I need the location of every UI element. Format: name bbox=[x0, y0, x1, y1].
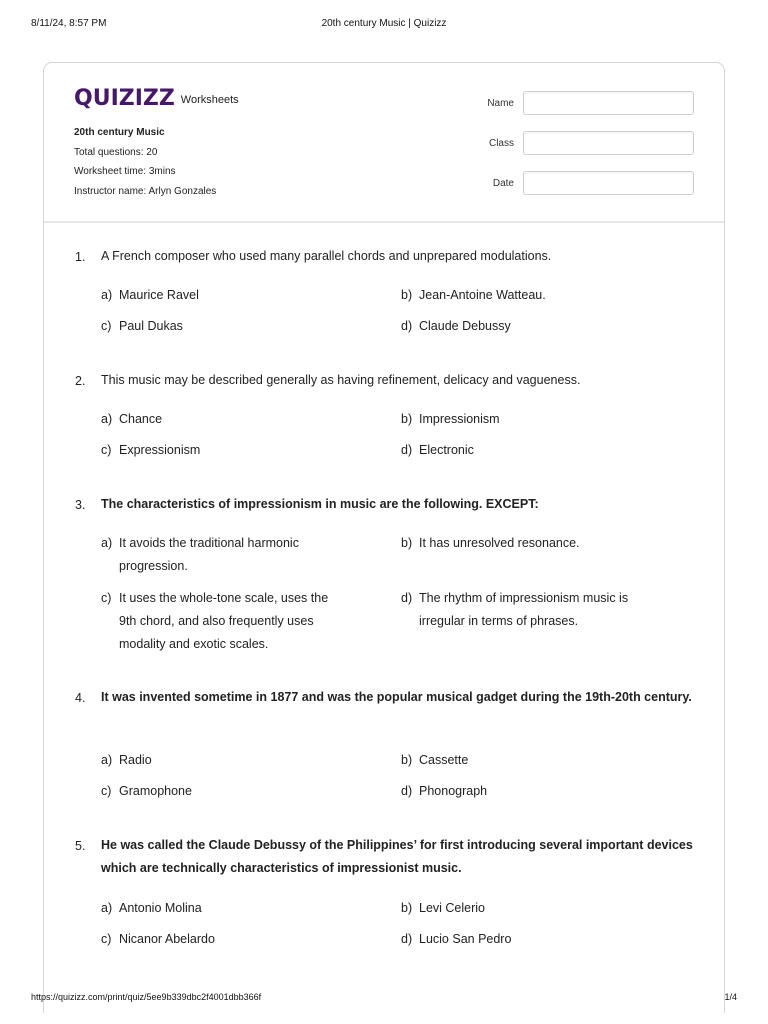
option-3d bbox=[401, 587, 666, 633]
option-letter: c) bbox=[101, 932, 112, 946]
option-text: Lucio San Pedro bbox=[419, 932, 512, 946]
option-1c bbox=[101, 315, 331, 338]
question-number: 1. bbox=[75, 250, 86, 264]
class-field-row bbox=[484, 131, 694, 171]
option-1a bbox=[101, 284, 331, 307]
date-label: Date bbox=[492, 178, 514, 189]
option-text: Cassette bbox=[419, 753, 469, 767]
option-2b bbox=[401, 408, 666, 431]
class-label: Class bbox=[488, 138, 514, 149]
option-text: Nicanor Abelardo bbox=[119, 932, 215, 946]
worksheet-time: Worksheet time: 3mins bbox=[74, 166, 176, 177]
option-text: It avoids the traditional harmonic progression. bbox=[119, 536, 299, 573]
name-field-row bbox=[484, 91, 694, 131]
question-number: 3. bbox=[75, 498, 86, 512]
option-5b bbox=[401, 897, 666, 920]
option-text: The rhythm of impressionism music is irregular in terms of phrases. bbox=[419, 591, 629, 628]
quizizz-logo bbox=[74, 88, 175, 110]
question-text: This music may be described generally as having refinement, delicacy and vagueness. bbox=[101, 373, 581, 387]
brand bbox=[74, 85, 239, 113]
option-text: Paul Dukas bbox=[119, 319, 183, 333]
name-field[interactable] bbox=[523, 91, 694, 115]
option-text: It has unresolved resonance. bbox=[419, 536, 580, 550]
option-text: Chance bbox=[119, 412, 163, 426]
date-field-row bbox=[484, 171, 694, 211]
option-text: Radio bbox=[119, 753, 152, 767]
option-letter: a) bbox=[101, 536, 113, 550]
instructor-name: Instructor name: Arlyn Gonzales bbox=[74, 185, 217, 197]
option-text: Maurice Ravel bbox=[119, 288, 199, 302]
logo-text: QUIZIZZ bbox=[74, 86, 175, 111]
option-2a bbox=[101, 408, 331, 431]
class-field[interactable] bbox=[523, 131, 694, 155]
print-footer bbox=[31, 992, 737, 1008]
option-3b bbox=[401, 532, 666, 555]
question-text: The characteristics of impressionism in music are the following. EXCEPT: bbox=[101, 497, 539, 511]
option-3a bbox=[101, 532, 331, 578]
option-5c bbox=[101, 928, 331, 951]
worksheet-title: 20th century Music bbox=[74, 127, 165, 138]
option-letter: d) bbox=[401, 784, 413, 798]
option-letter: d) bbox=[401, 443, 413, 457]
worksheet-header bbox=[44, 63, 724, 223]
option-1b bbox=[401, 284, 666, 307]
option-3c bbox=[101, 587, 331, 656]
option-letter: a) bbox=[101, 901, 113, 915]
name-label: Name bbox=[487, 98, 514, 109]
print-title: 20th century Music | Quizizz bbox=[321, 18, 447, 29]
option-letter: d) bbox=[401, 319, 413, 333]
print-header bbox=[31, 18, 737, 34]
question-number: 5. bbox=[75, 839, 86, 853]
option-letter: b) bbox=[401, 288, 413, 302]
option-letter: b) bbox=[401, 753, 413, 767]
total-questions: Total questions: 20 bbox=[74, 146, 158, 158]
option-2c bbox=[101, 439, 331, 462]
question-text: It was invented sometime in 1877 and was the popular musical gadget during the 19th-20th century. bbox=[101, 690, 692, 704]
option-5d bbox=[401, 928, 666, 951]
question-text: He was called the Claude Debussy of the Philippines’ for first introducing several important devices which are technically characteristics of impressionist music. bbox=[101, 838, 693, 875]
option-letter: d) bbox=[401, 591, 413, 605]
worksheet-card bbox=[43, 62, 725, 1013]
option-letter: c) bbox=[101, 784, 112, 798]
option-text: Electronic bbox=[419, 443, 474, 457]
date-field[interactable] bbox=[523, 171, 694, 195]
worksheet-meta bbox=[74, 126, 216, 204]
option-text: It uses the whole-tone scale, uses the 9th chord, and also frequently uses modality and exotic scales. bbox=[119, 591, 329, 651]
question-text: A French composer who used many parallel chords and unprepared modulations. bbox=[101, 249, 552, 263]
print-date: 8/11/24, 8:57 PM bbox=[31, 18, 107, 29]
option-text: Expressionism bbox=[119, 443, 201, 457]
option-4c bbox=[101, 780, 331, 803]
option-letter: a) bbox=[101, 412, 113, 426]
option-letter: a) bbox=[101, 753, 113, 767]
option-letter: b) bbox=[401, 536, 413, 550]
option-letter: c) bbox=[101, 443, 112, 457]
question-number: 4. bbox=[75, 691, 86, 705]
option-text: Gramophone bbox=[119, 784, 192, 798]
option-text: Impressionism bbox=[419, 412, 500, 426]
brand-label: Worksheets bbox=[180, 94, 239, 106]
student-fields bbox=[484, 91, 694, 211]
option-4a bbox=[101, 749, 331, 772]
option-text: Claude Debussy bbox=[419, 319, 511, 333]
option-text: Jean-Antoine Watteau. bbox=[419, 288, 546, 302]
option-letter: c) bbox=[101, 319, 112, 333]
question-number: 2. bbox=[75, 374, 86, 388]
option-letter: b) bbox=[401, 901, 413, 915]
option-letter: c) bbox=[101, 591, 112, 605]
print-url: https://quizizz.com/print/quiz/5ee9b339dbc2f4001dbb366f bbox=[31, 992, 262, 1002]
option-letter: b) bbox=[401, 412, 413, 426]
option-4b bbox=[401, 749, 666, 772]
option-1d bbox=[401, 315, 666, 338]
option-4d bbox=[401, 780, 666, 803]
option-letter: d) bbox=[401, 932, 413, 946]
option-letter: a) bbox=[101, 288, 113, 302]
page-number: 1/4 bbox=[724, 992, 737, 1002]
option-text: Levi Celerio bbox=[419, 901, 486, 915]
option-text: Phonograph bbox=[419, 784, 488, 798]
option-text: Antonio Molina bbox=[119, 901, 202, 915]
option-5a bbox=[101, 897, 331, 920]
option-2d bbox=[401, 439, 666, 462]
